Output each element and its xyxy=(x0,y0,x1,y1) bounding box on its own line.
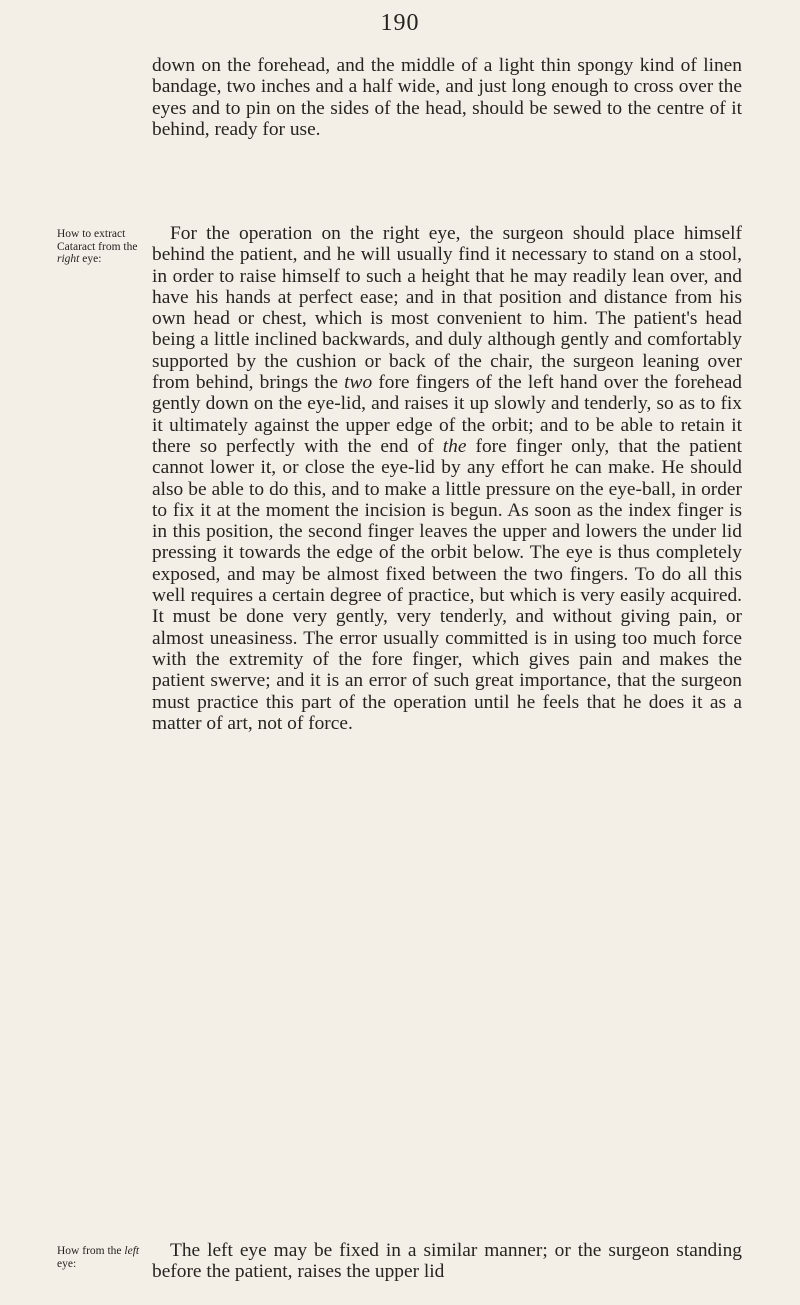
page-number: 190 xyxy=(380,10,420,36)
margin-note-left-eye: How from the left eye: xyxy=(57,1245,140,1270)
paragraph-bandage: down on the forehead, and the middle of a light thin spongy kind of linen bandage, two inches and a half wide, and just long enough to cross over the eyes and to pin on the sides of the head, should be sewed to the centre of it behind, ready for use. xyxy=(152,55,742,140)
margin-note-right-eye: How to extract Cataract from the right eye: xyxy=(57,228,138,265)
paragraph-right-eye-operation: For the operation on the right eye, the surgeon should place himself behind the patient, and he will usually find it necessary to stand on a stool, in order to raise himself to such a height that he may readily lean over, and have his hands at perfect ease; and in that position and distance from his own head or chest, which is most convenient to him. The patient's head being a little inclined backwards, and duly although gently and comfortably supported by the cushion or back of the chair, the surgeon leaning over from behind, brings the two fore fingers of the left hand over the forehead gently down on the eye-lid, and raises it up slowly and tenderly, so as to fix it ultimately against the upper edge of the orbit; and to be able to retain it there so perfectly with the end of the fore finger only, that the patient cannot lower it, or close the eye-lid by any effort he can make. He should also be able to do this, and to make a little pressure on the eye-ball, in order to fix it at the moment the incision is begun. As soon as the index finger is in this position, the second finger leaves the upper and lowers the under lid pressing it towards the edge of the orbit below. The eye is thus completely exposed, and may be almost fixed between the two fingers. To do all this well requires a certain degree of practice, but which is very easily acquired. It must be done very gently, very tenderly, and without giving pain, or almost uneasiness. The error usually committed is in using too much force with the extremity of the fore finger, which gives pain and makes the patient swerve; and it is an error of such great importance, that the surgeon must practice this part of the operation until he feels that he does it as a matter of art, not of force. xyxy=(152,223,742,734)
paragraph-left-eye: The left eye may be fixed in a similar manner; or the surgeon standing before the patient, raises the upper lid xyxy=(152,1240,742,1283)
